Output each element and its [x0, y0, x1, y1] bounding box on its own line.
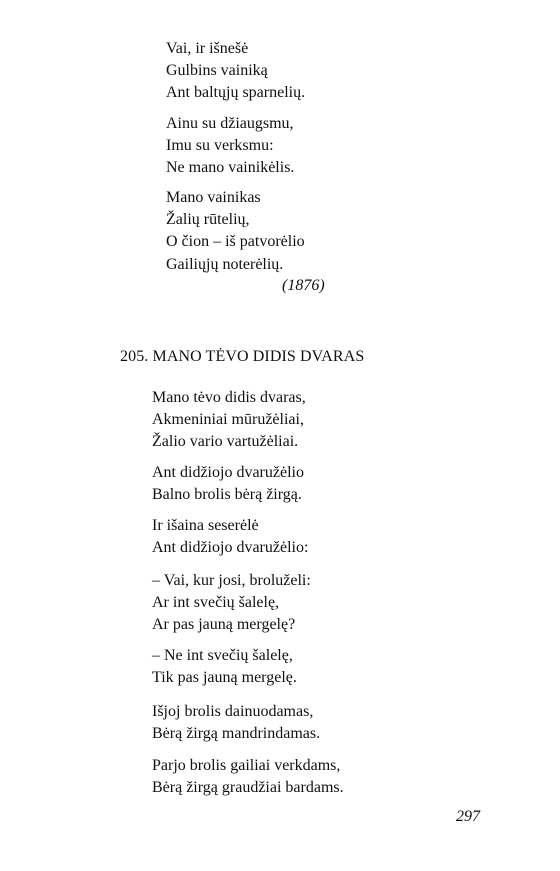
stanza [152, 755, 344, 799]
verse-line: Bėrą žirgą graudžiai bardams. [152, 779, 344, 797]
stanza [152, 387, 306, 454]
verse-line: Ar pas jauną mergelę? [152, 616, 296, 634]
stanza [152, 645, 297, 689]
verse-line: O čion – iš patvorėlio [166, 233, 305, 251]
verse-line: Akmeniniai mūružėliai, [152, 411, 304, 429]
verse-line: Ainu su džiaugsmu, [166, 115, 294, 132]
verse-line: Ir išaina seserėlė [152, 517, 259, 534]
stanza [166, 38, 305, 105]
verse-line: Gulbins vainiką [166, 62, 268, 80]
poem-date: (1876) [282, 277, 325, 294]
stanza [152, 515, 308, 559]
verse-line: Ne mano vainikėlis. [166, 159, 295, 177]
verse-line: Gailiųjų noterėlių. [166, 255, 284, 273]
verse-line: Ant didžiojo dvaružėlio: [152, 539, 309, 557]
verse-line: Imu su verksmu: [166, 137, 274, 155]
verse-line: – Ne int svečių šalelę, [152, 647, 293, 664]
verse-line: Ar int svečių šalelę, [152, 594, 280, 612]
page-number: 297 [456, 808, 480, 825]
verse-line: Žalio vario vartužėliai. [152, 433, 299, 451]
verse-line: Vai, ir išnešė [166, 40, 249, 57]
verse-line: Ant didžiojo dvaružėlio [152, 464, 304, 481]
verse-line: Mano tėvo didis dvaras, [152, 389, 306, 406]
verse-line: Tik pas jauną mergelę. [152, 669, 297, 687]
verse-line: Žalių rūtelių, [166, 211, 250, 229]
stanza [152, 701, 320, 745]
stanza [166, 187, 305, 276]
verse-line: Ant baltųjų sparnelių. [166, 84, 306, 102]
verse-line: Mano vainikas [166, 189, 261, 206]
verse-line: Išjoj brolis dainuodamas, [152, 703, 314, 720]
verse-line: Balno brolis bėrą žirgą. [152, 486, 302, 504]
verse-line: Bėrą žirgą mandrindamas. [152, 725, 321, 743]
verse-line: – Vai, kur josi, broluželi: [152, 572, 311, 589]
stanza [152, 570, 311, 637]
verse-line: Parjo brolis gailiai verkdams, [152, 757, 341, 774]
stanza [152, 462, 304, 506]
stanza [166, 113, 294, 180]
poem-heading: 205. MANO TĖVO DIDIS DVARAS [120, 348, 365, 365]
